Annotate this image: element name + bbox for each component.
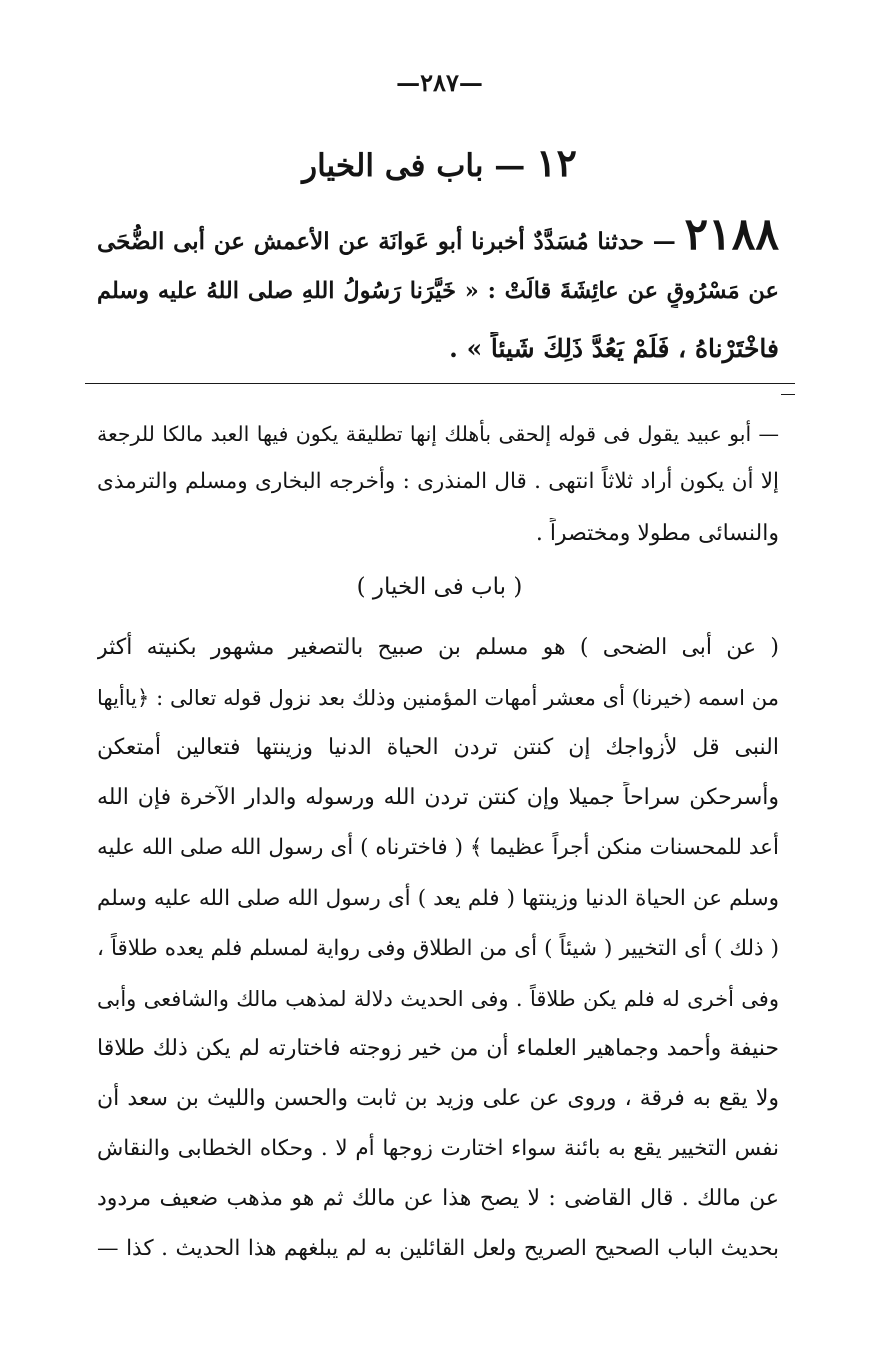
divider-mark — [781, 394, 795, 395]
hadith-line-text: — حدثنا مُسَدَّدٌ أخبرنا أبو عَوانَة عن الأعمش عن أبى الضُّحَى — [97, 228, 685, 255]
commentary-line: من اسمه (خيرنا) أى معشر أمهات المؤمنين وذلك بعد نزول قوله تعالى : ﴿ياأيها — [97, 686, 779, 710]
hadith-number: ٢١٨٨ — [684, 218, 779, 259]
commentary-line: وفى أخرى له فلم يكن طلاقاً . وفى الحديث دلالة لمذهب مالك والشافعى وأبى — [97, 987, 779, 1011]
commentary-line: ( عن أبى الضحى ) هو مسلم بن صبيح بالتصغير مشهور بكنيته أكثر — [97, 635, 779, 660]
hadith-line: عن مَسْرُوقٍ عن عائِشَةَ قالَتْ : « خَيَّرَنا رَسُولُ اللهِ صلى اللهُ عليه وسلم — [97, 278, 779, 304]
page-number: —٢٨٧— — [396, 68, 483, 97]
hadith-line: فاخْتَرْناهُ ، فَلَمْ يَعُدَّ ذَلِكَ شَيئاً » . — [449, 334, 779, 363]
commentary — [97, 632, 779, 1272]
commentary-line: حنيفة وأحمد وجماهير العلماء أن من خير زوجته فاختارته لم يكن ذلك طلاقا — [97, 1036, 779, 1061]
commentary-line: والنسائى مطولا ومختصراً . — [535, 521, 779, 546]
commentary-line: أعد للمحسنات منكن أجراً عظيما ﴾ ( فاخترناه ) أى رسول الله صلى الله عليه — [97, 835, 779, 860]
hadith-text — [97, 218, 779, 368]
commentary-line: نفس التخيير يقع به بائنة سواء اختارت زوجها أم لا . وحكاه الخطابى والنقاش — [97, 1136, 779, 1161]
commentary-line: — أبو عبيد يقول فى قوله إلحقى بأهلك إنها تطليقة يكون فيها العبد مالكا للرجعة — [97, 422, 779, 446]
hadith-line — [97, 218, 779, 259]
chapter-title: باب فى الخيار — [302, 148, 484, 184]
divider-line — [85, 383, 795, 384]
commentary-line: بحديث الباب الصحيح الصريح ولعل القائلين به لم يبلغهم هذا الحديث . كذا — — [97, 1236, 779, 1261]
commentary-line: ( ذلك ) أى التخيير ( شيئاً ) أى من الطلاق وفى رواية لمسلم فلم يعده طلاقاً ، — [97, 936, 779, 961]
commentary-continued — [97, 418, 779, 558]
commentary-line: وسلم عن الحياة الدنيا وزينتها ( فلم يعد ) أى رسول الله صلى الله عليه وسلم — [97, 886, 779, 911]
chapter-heading — [0, 140, 879, 185]
commentary-line: النبى قل لأزواجك إن كنتن تردن الحياة الدنيا وزينتها فتعالين أمتعكن — [97, 735, 779, 760]
chapter-dash: — — [483, 148, 537, 184]
commentary-line: إلا أن يكون أراد ثلاثاً انتهى . قال المنذرى : وأخرجه البخارى ومسلم والترمذى — [97, 469, 779, 494]
commentary-line: ولا يقع به فرقة ، وروى عن على وزيد بن ثابت والحسن والليث بن سعد أن — [97, 1086, 779, 1111]
commentary-line: عن مالك . قال القاضى : لا يصح هذا عن مالك ثم هو مذهب ضعيف مردود — [97, 1186, 779, 1211]
commentary-line: وأسرحكن سراحاً جميلا وإن كنتن تردن الله ورسوله والدار الآخرة فإن الله — [97, 785, 779, 810]
chapter-number: ١٢ — [536, 140, 577, 185]
section-title: ( باب فى الخيار ) — [356, 574, 523, 600]
